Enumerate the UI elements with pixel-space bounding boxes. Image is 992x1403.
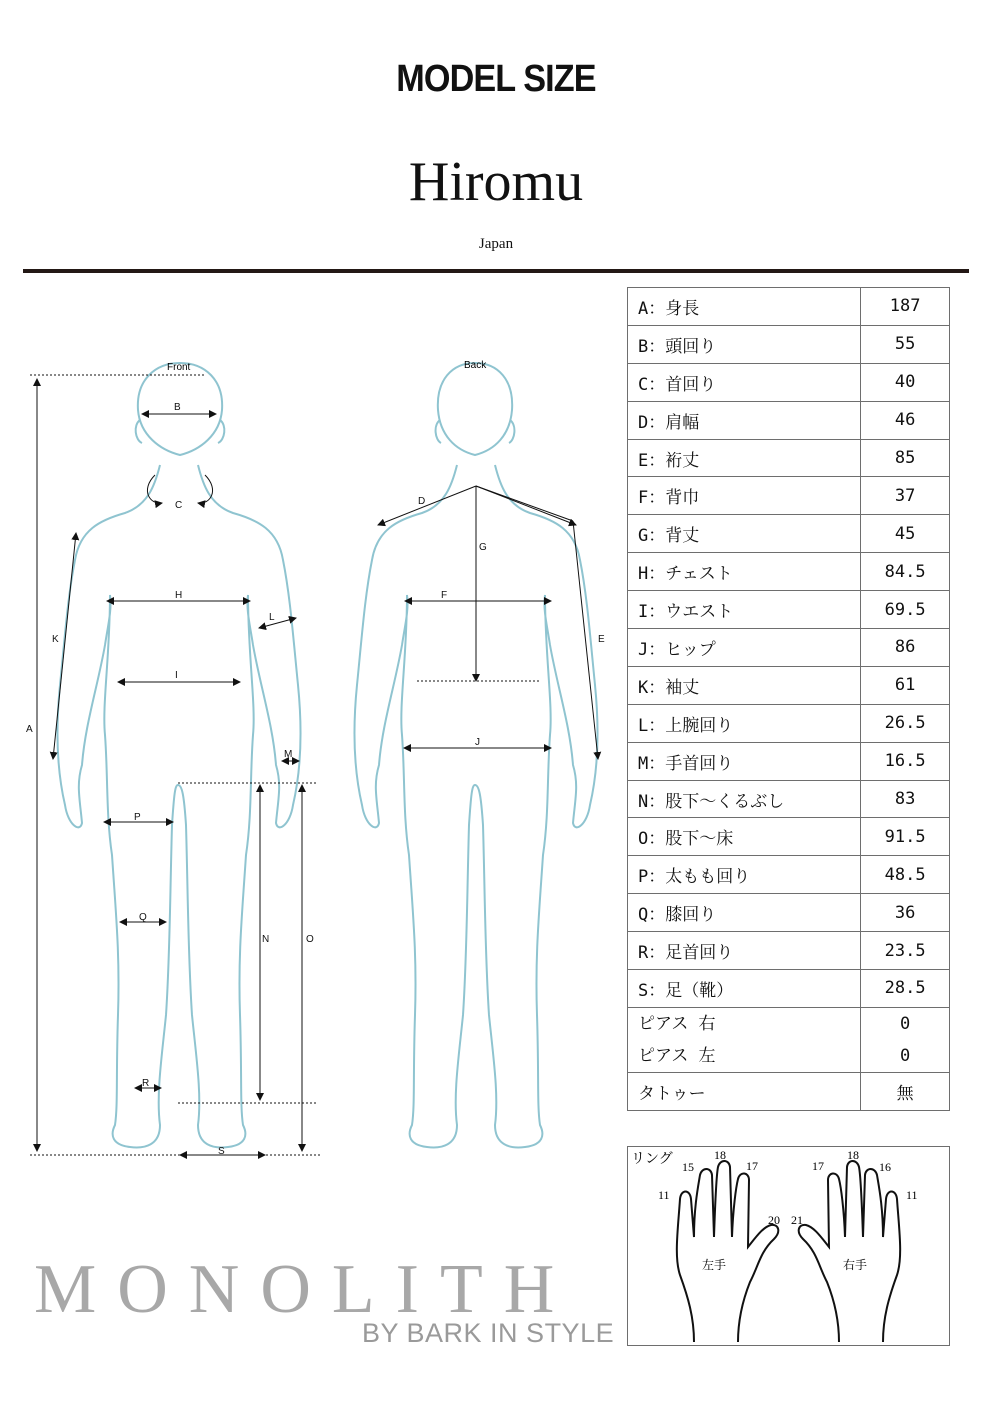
- back-body-outline: [355, 363, 598, 1147]
- model-name: Hiromu: [408, 151, 584, 213]
- right-middle-size: 18: [847, 1148, 859, 1162]
- marker-p: P: [134, 812, 141, 823]
- marker-k: K: [52, 634, 59, 645]
- left-middle-size: 18: [714, 1148, 726, 1162]
- measurement-value: 187: [861, 288, 950, 326]
- measurement-label: B：頭回り: [628, 325, 861, 363]
- piercing-right-value: 0: [899, 1013, 911, 1034]
- tattoo-row: [628, 1072, 950, 1110]
- measurement-value: 37: [861, 477, 950, 515]
- front-label: Front: [167, 362, 191, 373]
- left-index-size: 17: [746, 1159, 758, 1173]
- marker-m: M: [284, 749, 293, 760]
- measure-markers: [26, 402, 605, 1157]
- marker-r: R: [142, 1078, 150, 1089]
- brand-logo: MONOLITH: [34, 1251, 576, 1328]
- measurement-value: 69.5: [861, 591, 950, 629]
- measurement-value: 45: [861, 515, 950, 553]
- right-ring-size: 16: [879, 1160, 891, 1174]
- marker-l: L: [269, 612, 275, 623]
- measurement-value: 46: [861, 401, 950, 439]
- measurement-label: G：背丈: [628, 515, 861, 553]
- piercing-right-label: ピアス 右: [638, 1013, 716, 1034]
- marker-o: O: [306, 934, 314, 945]
- left-thumb-size: 20: [768, 1213, 780, 1227]
- measurement-row: [628, 363, 950, 401]
- marker-j: J: [475, 737, 480, 748]
- measurement-value: 26.5: [861, 704, 950, 742]
- piercing-left-value: 0: [899, 1045, 911, 1066]
- measurement-value: 84.5: [861, 553, 950, 591]
- measurement-value: 16.5: [861, 742, 950, 780]
- size-table: [627, 287, 950, 1111]
- measurement-row: [628, 970, 950, 1008]
- measurement-row: [628, 742, 950, 780]
- measurement-label: S：足（靴）: [628, 970, 861, 1008]
- measurement-value: 61: [861, 666, 950, 704]
- measurement-value: 48.5: [861, 856, 950, 894]
- measurement-row: [628, 553, 950, 591]
- front-body-outline: [58, 363, 301, 1147]
- marker-h: H: [175, 590, 183, 601]
- measurement-value: 28.5: [861, 970, 950, 1008]
- piercing-row: [628, 1007, 950, 1072]
- measurement-label: I：ウエスト: [628, 591, 861, 629]
- marker-b: B: [174, 402, 181, 413]
- measurement-row: [628, 780, 950, 818]
- measurement-label: E：裄丈: [628, 439, 861, 477]
- measurement-row: [628, 932, 950, 970]
- marker-c: C: [175, 500, 183, 511]
- measurement-value: 55: [861, 325, 950, 363]
- left-ring-size: 15: [682, 1160, 694, 1174]
- marker-q: Q: [139, 912, 147, 923]
- measurement-value: 40: [861, 363, 950, 401]
- right-hand-icon: [799, 1161, 900, 1342]
- marker-n: N: [262, 934, 270, 945]
- measurement-row: [628, 629, 950, 667]
- marker-e: E: [598, 634, 605, 645]
- tattoo-label: タトゥー: [628, 1072, 861, 1110]
- measurement-label: K：袖丈: [628, 666, 861, 704]
- measurement-label: H：チェスト: [628, 553, 861, 591]
- measurement-label: R：足首回り: [628, 932, 861, 970]
- left-pinky-size: 11: [658, 1188, 670, 1202]
- measurement-value: 85: [861, 439, 950, 477]
- marker-i: I: [175, 670, 178, 681]
- marker-a: A: [26, 724, 33, 735]
- measurement-row: [628, 515, 950, 553]
- left-hand-icon: [677, 1161, 778, 1342]
- measurement-row: [628, 666, 950, 704]
- measurement-label: J：ヒップ: [628, 629, 861, 667]
- right-index-size: 17: [812, 1159, 824, 1173]
- marker-d: D: [418, 496, 426, 507]
- right-hand-label: 右手: [843, 1258, 868, 1272]
- measurement-label: A：身長: [628, 288, 861, 326]
- measurement-row: [628, 894, 950, 932]
- right-thumb-size: 21: [791, 1213, 803, 1227]
- measurement-value: 91.5: [861, 818, 950, 856]
- measurement-value: 83: [861, 780, 950, 818]
- measurement-value: 86: [861, 629, 950, 667]
- measurement-row: [628, 288, 950, 326]
- piercing-left-label: ピアス 左: [638, 1045, 716, 1066]
- measurement-row: [628, 591, 950, 629]
- measurement-row: [628, 704, 950, 742]
- measurement-label: F：背巾: [628, 477, 861, 515]
- measurement-label: O：股下～床: [628, 818, 861, 856]
- marker-s: S: [218, 1146, 225, 1157]
- measurement-label: C：首回り: [628, 363, 861, 401]
- marker-f: F: [441, 590, 448, 601]
- back-label: Back: [464, 360, 487, 371]
- tattoo-value: 無: [861, 1072, 950, 1110]
- page-title: MODEL SIZE: [396, 58, 596, 100]
- measurement-label: P：太もも回り: [628, 856, 861, 894]
- model-country: Japan: [478, 236, 514, 252]
- measurement-label: M：手首回り: [628, 742, 861, 780]
- measurement-row: [628, 856, 950, 894]
- measurement-row: [628, 325, 950, 363]
- ring-size-box: [627, 1146, 950, 1346]
- measurement-row: [628, 401, 950, 439]
- measurement-value: 36: [861, 894, 950, 932]
- measurement-row: [628, 439, 950, 477]
- marker-g: G: [479, 542, 487, 553]
- header-divider: [23, 269, 969, 273]
- measurement-label: L：上腕回り: [628, 704, 861, 742]
- right-pinky-size: 11: [906, 1188, 918, 1202]
- brand-tagline: BY BARK IN STYLE: [362, 1318, 615, 1348]
- measurement-row: [628, 818, 950, 856]
- measurement-label: Q：膝回り: [628, 894, 861, 932]
- ring-hands-diagram: [628, 1147, 949, 1345]
- body-measurement-diagram: [20, 355, 620, 1165]
- left-hand-label: 左手: [702, 1258, 727, 1272]
- ring-title: リング: [631, 1151, 673, 1167]
- measurement-row: [628, 477, 950, 515]
- measurement-label: D：肩幅: [628, 401, 861, 439]
- measurement-label: N：股下～くるぶし: [628, 780, 861, 818]
- measurement-value: 23.5: [861, 932, 950, 970]
